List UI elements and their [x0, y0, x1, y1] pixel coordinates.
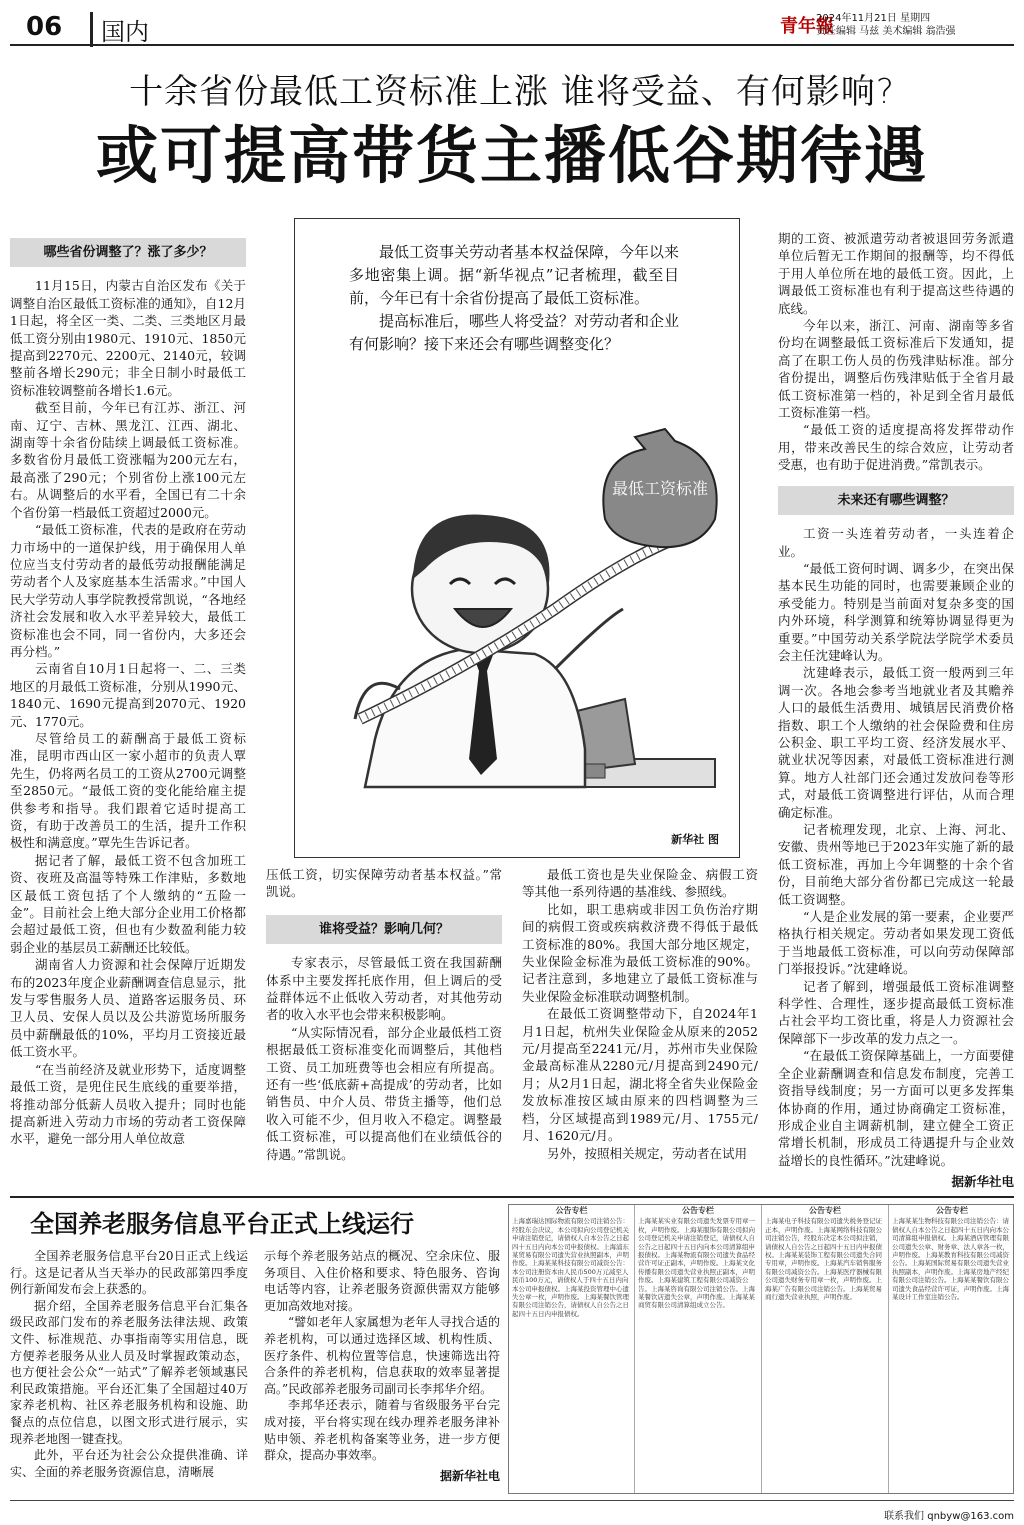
masthead	[10, 10, 1014, 46]
article-column-4	[778, 230, 1014, 1191]
paragraph: 记者梳理发现，北京、上海、河北、安徽、贵州等地已于2023年实施了新的最低工资标准，再加上今年调整的十余个省份，目前绝大部分省份都已完成这一轮最低工资调整。	[778, 822, 1014, 907]
ad-column-3	[762, 1205, 889, 1494]
pension-headline: 全国养老服务信息平台正式上线运行	[30, 1210, 414, 1238]
paragraph: 期的工资、被派遣劳动者被退回劳务派遣单位后暂无工作期间的报酬等，均不得低于用人单位所在地的最低工资。因此，上调最低工资标准也有利于提高这些待遇的底线。	[778, 231, 1014, 316]
paragraph: 全国养老服务信息平台20日正式上线运行。这是记者从当天举办的民政部第四季度例行新闻发布会上获悉的。	[10, 1249, 248, 1297]
article-column-3	[522, 866, 758, 1162]
illustration-credit: 新华社 图	[671, 833, 719, 846]
ad-heading: 公告专栏	[682, 1206, 714, 1215]
paragraph: “譬如老年人家属想为老年人寻找合适的养老机构，可以通过选择区域、机构性质、医疗条件、机构位置等信息，快速筛选出符合条件的养老机构，信息获取的效率显著提高。”民政部养老服务司副司长李邦华介绍。	[264, 1315, 500, 1396]
ad-heading: 公告专栏	[936, 1206, 968, 1215]
ad-text: 上海某某生物科技有限公司注销公告：请债权人自本公告之日起四十五日内向本公司清算组申报债权。上海某酒店管理有限公司遗失公章、财务章、法人章各一枚，声明作废。上海某教育科技有限公司减资公告。上海某国际贸易有限公司遗失营业执照副本，声明作废。上海某房地产经纪有限公司注销公告。上海某某餐饮有限公司遗失食品经营许可证，声明作废。上海某设计工作室注销公告。	[892, 1217, 1009, 1302]
paragraph: 此外，平台还为社会公众提供准确、详实、全面的养老服务资源信息，清晰展	[10, 1448, 248, 1479]
paragraph: 据介绍，全国养老服务信息平台汇集各级民政部门发布的养老服务法律法规、政策文件、标准规范、办事指南等实用信息，既方便养老服务从业人员及时掌握政策动态，也方便社会公众“一站式”了解养老领域惠民利民政策措施。平台还汇集了全国超过40万家养老机构、社区养老服务机构和设施、助餐点的点位信息，以图文形式进行展示，实现养老地图一键查找。	[10, 1298, 248, 1446]
paragraph: 最低工资也是失业保险金、病假工资等其他一系列待遇的基准线、参照线。	[522, 867, 758, 900]
section-title-2: 谁将受益？影响几何？	[266, 915, 502, 944]
pension-column-1	[10, 1248, 248, 1480]
paragraph: 11月15日，内蒙古自治区发布《关于调整自治区最低工资标准的通知》，自12月1日起，将全区一类、二类、三类地区月最低工资分别由1980元、1910元、1850元提高到2270元、2200元、2140元，较调整前各增长290元；非全日制小时最低工资标准较调整前各增长1.6元。	[10, 278, 246, 398]
ad-heading: 公告专栏	[809, 1206, 841, 1215]
paragraph: 今年以来，浙江、河南、湖南等多省份均在调整最低工资标准后下发通知，提高了在职工伤人员的伤残津贴标准。部分省份提出，调整后伤残津贴低于全省月最低工资标准第一档的，补足到全省月最低工资标准第一档。	[778, 318, 1014, 421]
section-title-3: 未来还有哪些调整？	[778, 486, 1014, 515]
paragraph: 压低工资，切实保障劳动者基本权益。”常凯说。	[266, 867, 502, 900]
section-title-1: 哪些省份调整了？涨了多少？	[10, 238, 246, 267]
page-number: 06	[26, 12, 63, 42]
paragraph: 沈建峰表示，最低工资一般两到三年调一次。各地会参考当地就业者及其赡养人口的最低生活费用、城镇居民消费价格指数、职工个人缴纳的社会保险费和住房公积金、职工平均工资、经济发展水平、就业状况等因素，对最低工资标准进行测算。地方人社部门还会通过发放问卷等形式，对最低工资调整进行评估，从而合理确定标准。	[778, 665, 1014, 820]
paragraph: 湖南省人力资源和社会保障厅近期发布的2023年度企业薪酬调查信息显示，批发与零售服务人员、道路客运服务员、环卫人员、安保人员以及公共游览场所服务员中薪酬最低的10%，平均月工资接近最低工资水平。	[10, 957, 246, 1060]
paragraph: 工资一头连着劳动者，一头连着企业。	[778, 526, 1014, 559]
pension-credit: 据新华社电	[439, 1468, 500, 1483]
paragraph: 据记者了解，最低工资不包含加班工资、夜班及高温等特殊工作津贴，多数地区最低工资包括了个人缴纳的“五险一金”。目前社会上绝大部分企业用工价格都会超过最低工资，但也有少数盈利能力较弱企业的基层员工薪酬还比较低。	[10, 852, 246, 955]
article-column-1	[10, 232, 246, 1148]
paragraph: “人是企业发展的第一要素，企业要严格执行相关规定。劳动者如果发现工资低于当地最低工资标准，可以向劳动保障部门举报投诉。”沈建峰说。	[778, 909, 1014, 977]
paragraph: 另外，按照相关规定，劳动者在试用	[547, 1145, 748, 1161]
paragraph: 在最低工资调整带动下，自2024年1月1日起，杭州失业保险金从原来的2052元/月提高至2241元/月，苏州市失业保险金最高标准从2280元/月提高到2490元/月；从2月1日起，湖北将全省失业保险金发放标准按区域由原来的四档调整为三档，分区域提高到1989元/月、1755元/月、1620元/月。	[522, 1006, 758, 1144]
ad-column-4	[889, 1205, 1014, 1494]
editors: 责任编辑 马兹 美术编辑 翁浩强	[816, 26, 956, 37]
ad-text: 上海某某实业有限公司遗失发票专用章一枚，声明作废。上海某服饰有限公司拟向公司登记机关申请注销登记，请债权人自公告之日起四十五日内向本公司清算组申报债权。上海某物流有限公司遗失食品经营许可证正副本，声明作废。上海某文化传播有限公司遗失营业执照正副本，声明作废。上海某建筑工程有限公司减资公告。上海某咨询有限公司注销公告。上海某餐饮店遗失公章，声明作废。上海某某商贸有限公司清算组成立公告。	[638, 1217, 755, 1310]
ad-column-1	[509, 1205, 635, 1494]
newspaper-logo: 青年報	[780, 16, 834, 37]
article-credit: 据新华社电	[951, 1174, 1014, 1190]
ad-heading: 公告专栏	[555, 1206, 588, 1215]
paragraph: “最低工资标准，代表的是政府在劳动力市场中的一道保护线，用于确保用人单位应当支付劳动者的最低劳动报酬能满足劳动者个人及家庭基本生活需求。”中国人民大学劳动人事学院教授常凯说，“各地经济社会发展和收入水平差异较大，最低工资标准也会不同，同一省份内，大多还会再分档。”	[10, 522, 246, 659]
subheadline: 十余省份最低工资标准上涨 谁将受益、有何影响?	[129, 72, 895, 112]
footer-rule	[10, 1500, 1014, 1501]
paragraph: 尽管给员工的薪酬高于最低工资标准，昆明市西山区一家小超市的负责人覃先生，仍将两名员工的工资从2700元调整至2850元。“最低工资的变化能给雇主提供参考和指导。我们跟着它适时提高工资，有助于改善员工的生活，提升工作积极性和满意度。”覃先生告诉记者。	[10, 730, 246, 851]
section-name: 国内	[90, 12, 149, 47]
date-line	[816, 12, 956, 38]
paragraph: 记者了解到，增强最低工资标准调整科学性、合理性，逐步提高最低工资标准占社会平均工资比重，将是人力资源社会保障部下一步改革的发力点之一。	[778, 978, 1014, 1046]
article-column-2	[266, 866, 502, 1163]
ad-column-2	[635, 1205, 762, 1494]
paragraph: 专家表示，尽管最低工资在我国薪酬体系中主要发挥托底作用，但上调后的受益群体远不止低收入劳动者，对其他劳动者的收入水平也会带来积极影响。	[266, 955, 502, 1023]
paragraph: 李邦华还表示，随着与省级服务平台完成对接，平台将实现在线办理养老服务津补贴申领、养老机构备案等业务，进一步方便群众，提高办事效率。	[264, 1398, 500, 1463]
ad-text: 上海某电子科技有限公司遗失税务登记证正本，声明作废。上海某网络科技有限公司注销公告，经股东决定本公司拟注销，请债权人自公告之日起四十五日内申报债权。上海某某装饰工程有限公司遗失合同专用章，声明作废。上海某汽车销售服务有限公司减资公告。上海某医疗器械有限公司遗失财务专用章一枚，声明作废。上海某广告有限公司注销公告。上海某贸易商行遗失营业执照，声明作废。	[765, 1217, 882, 1302]
lead-text	[349, 241, 679, 356]
paragraph: 截至目前，今年已有江苏、浙江、河南、辽宁、吉林、黑龙江、江西、湖北、湖南等十余省份陆续上调最低工资标准。多数省份月最低工资涨幅为200元左右，最高涨了290元；个别省份上涨100元左右。从调整后的水平看，全国已有二十余个省份第一档最低工资超过2000元。	[10, 400, 246, 520]
bag-label: 最低工资标准	[611, 479, 709, 498]
issue-date: 2024年11月21日 星期四	[816, 13, 931, 24]
paragraph: 比如，职工患病或非因工负伤治疗期间的病假工资或疾病救济费不得低于最低工资标准的80%。我国大部分地区规定，失业保险金标准为最低工资标准的90%。记者注意到，多地建立了最低工资标准与失业保险金标准联动调整机制。	[522, 901, 758, 1004]
paragraph: 云南省自10月1日起将一、二、三类地区的月最低工资标准，分别从1990元、1840元、1690元提高到2070元、1920元、1770元。	[10, 661, 246, 729]
paragraph: “最低工资何时调、调多少，在突出保基本民生功能的同时，也需要兼顾企业的承受能力。特别是当前面对复杂多变的国内外环境，科学测算和统筹协调显得更为重要。”中国劳动关系学院法学院学术委员会主任沈建峰认为。	[778, 560, 1014, 663]
paragraph: “从实际情况看，部分企业最低档工资根据最低工资标准变化而调整后，其他档工资、员工加班费等也会相应有所提高。还有一些‘低底薪+高提成’的劳动者，比如销售员、中介人员、带货主播等，他们总收入可能不少，但月收入不稳定。调整最低工资标准，可以提高他们在业绩低谷的待遇。”常凯说。	[266, 1024, 502, 1162]
lead-paragraph-2: 提高标准后，哪些人将受益？对劳动者和企业有何影响？接下来还会有哪些调整变化？	[349, 312, 680, 353]
paragraph: 示每个养老服务站点的概况、空余床位、服务项目、入住价格和要求、特色服务、咨询电话等内容，让养老服务资源供需双方能够更加高效地对接。	[264, 1249, 500, 1313]
ad-text: 上海嘉瑞达国际物流有限公司注销公告：经股东会决议，本公司拟向公司登记机关申请注销登记，请债权人自本公告之日起四十五日内向本公司申报债权。上海浦东某贸易有限公司遗失营业执照副本，声明作废。上海某某科技有限公司减资公告：本公司注册资本由人民币500万元减至人民币100万元，请债权人于四十五日内向本公司申报债权。上海某投资管理中心遗失公章一枚，声明作废。上海某餐饮管理有限公司注销公告，请债权人自公告之日起四十五日内申报债权。	[512, 1217, 629, 1318]
paragraph: “在当前经济及就业形势下，适度调整最低工资，是兜住民生底线的重要举措，将推动部分低薪人员收入提升；同时也能提高新进入劳动力市场的劳动者工资保障水平，避免一部分用人单位故意	[10, 1061, 246, 1147]
lead-paragraph-1: 最低工资事关劳动者基本权益保障，今年以来多地密集上调。据“新华视点”记者梳理，截至目前，今年已有十余省份提高了最低工资标准。	[349, 243, 680, 307]
cartoon-illustration	[305, 419, 735, 839]
contact-email[interactable]: 联系我们 qnbyw@163.com	[884, 1511, 1014, 1522]
pension-column-2	[264, 1248, 500, 1484]
headline: 或可提高带货主播低谷期待遇	[95, 119, 928, 192]
lead-box	[294, 218, 740, 858]
notice-ads	[508, 1204, 1014, 1494]
paragraph: “最低工资的适度提高将发挥带动作用，带来改善民生的综合效应，让劳动者受惠，也有助于促进消费。”常凯表示。	[778, 422, 1014, 473]
section-divider	[10, 1196, 1014, 1198]
paragraph: “在最低工资保障基础上，一方面要健全企业薪酬调查和信息发布制度，完善工资指导线制度；另一方面可以更多发挥集体协商的作用，通过协商确定工资标准，形成企业自主调薪机制，建立健全工资正常增长机制，形成员工待遇提升与企业效益增长的良性循环。”沈建峰说。	[778, 1048, 1014, 1168]
